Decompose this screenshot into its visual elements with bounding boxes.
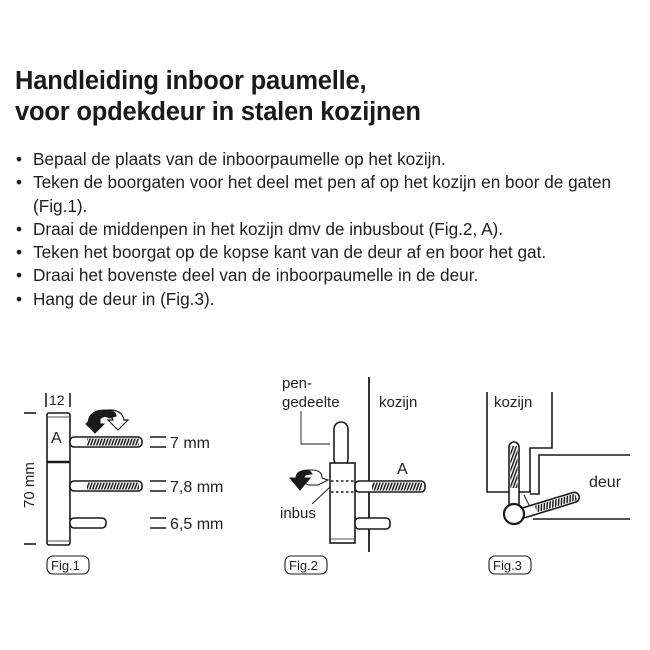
diameter-label: 6,5 mm [170, 516, 224, 533]
diameter-icon [150, 437, 166, 528]
instruction-item: • Draai het bovenste deel van de inboorpaumelle in de deur. [16, 264, 646, 287]
instruction-item: • Bepaal de plaats van de inboorpaumelle op het kozijn. [16, 148, 646, 171]
inbus-label: inbus [280, 505, 316, 522]
page-title [15, 66, 421, 128]
fig1-diagram [21, 392, 223, 574]
rotate-arrow-icon [290, 470, 328, 490]
diameter-label: 7,8 mm [170, 479, 224, 496]
pen-label: gedeelte [282, 394, 340, 411]
height-dimension: 70 mm [21, 462, 38, 508]
pen-label: pen- [282, 375, 313, 392]
instruction-item: • Hang de deur in (Fig.3). [16, 288, 646, 311]
fig3-diagram [487, 392, 630, 574]
rotate-arrow-icon [86, 410, 128, 433]
diameter-label: 7 mm [170, 435, 210, 452]
fig1-label: Fig.1 [51, 558, 80, 573]
kozijn-label: kozijn [494, 394, 533, 411]
figures-area [0, 360, 650, 590]
deur-label: deur [589, 474, 622, 491]
instruction-item: • Teken het boorgat op de kopse kant van de deur af en boor het gat. [16, 241, 646, 264]
instruction-item: • Draai de middenpen in het kozijn dmv de inbusbout (Fig.2, A). [16, 218, 646, 241]
instruction-list [16, 148, 646, 311]
fig2-diagram [280, 375, 425, 574]
fig2-label: Fig.2 [289, 558, 318, 573]
title-line-2: voor opdekdeur in stalen kozijnen [15, 98, 421, 126]
fig3-label: Fig.3 [493, 558, 522, 573]
title-line-1: Handleiding inboor paumelle, [15, 67, 367, 95]
part-label-a: A [397, 461, 408, 478]
instruction-item: • Teken de boorgaten voor het deel met pen af op het kozijn en boor de gaten (Fig.1). [16, 171, 646, 218]
kozijn-label: kozijn [379, 394, 418, 411]
part-label-a: A [51, 430, 62, 447]
width-dimension: 12 [49, 392, 65, 408]
